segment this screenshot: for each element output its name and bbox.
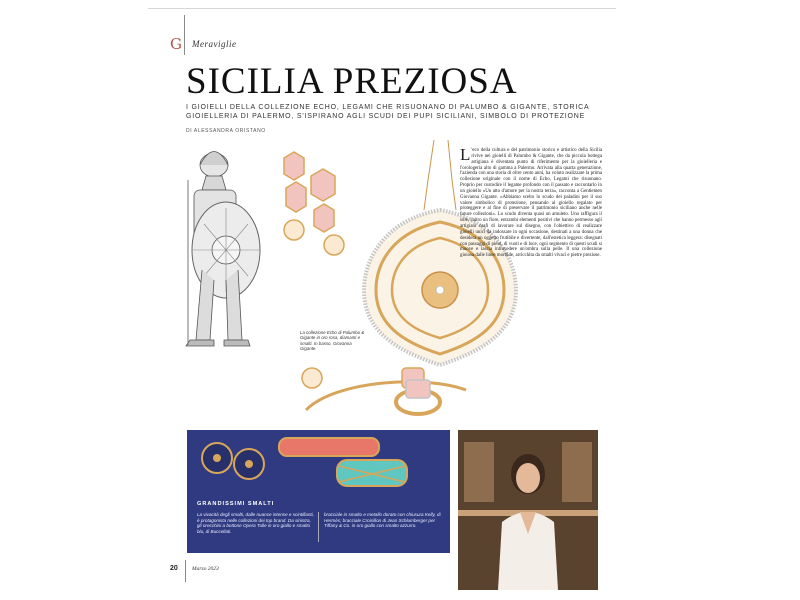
footer-rule xyxy=(185,560,186,582)
magazine-page xyxy=(148,5,616,595)
top-rule xyxy=(148,8,616,9)
blue-earrings-illustration xyxy=(202,443,264,479)
portrait-illustration xyxy=(458,430,598,590)
article-deck: I GIOIELLI DELLA COLLEZIONE ECHO, LEGAMI CHE RISUONANO DI PALUMBO & GIGANTE, STORICA GIOIELLERIA DI PALERMO, S'ISPIRANO AGLI SCUDI DEI PUPI SICILIANI, SIMBOLO DI PROTEZIONE xyxy=(186,104,590,120)
portrait-photo xyxy=(458,430,598,590)
sidebar-box-divider xyxy=(318,512,319,542)
sidebar-box xyxy=(187,430,450,553)
pink-earring-illustration xyxy=(284,152,344,255)
article-byline: DI ALESSANDRA ORISTANO xyxy=(186,128,266,134)
sidebar-box-right-text: bracciale in smalto e metallo dorato con chiusura Kelly, di Hermès; bracciale Croisillon di Jean Schlumberger per Tiffany & Co. in oro giallo con smalto azzurro. xyxy=(324,512,441,529)
enamel-jewelry-photo xyxy=(187,430,450,500)
article-body-text: 'eco della cultura e del patrimonio storico e artistico della Sicilia rivive nei gioielli di Palumbo & Gigante, che da piccola bottega artigiana è diventata punto di riferimento per la gioielleria e l'orologeria alto di gamma a Palermo. Arrivata alla quarta generazione, l'azienda con una storia di oltre cento anni, ha voluto realizzare la prima collezione originale con il nome di Echo, Legami che risuonano. Proprio per custodire il legame profondo con il passato e raccontarlo in un gioiello «Un atto d'amore per la nostra terra», racconta a Gentlemen Giovanna Gigante. «Abbiamo scelto lo scudo dei paladini per il suo valore simbolico di protezione, pensando al gioiello regalato per proteggere e al fine di preservare il patrimonio siciliano anche nelle future collezioni». Lo scudo diventa quasi un amuleto. Uno raffigura il sole, l'altro un fiore, entrambi elementi positivi che hanno permesso agli artigiani orafi di lavorare sul disegno, con l'obiettivo di realizzare gioielli unici da indossare in ogni occasione, destinati a una donna che desidera un oggetto frutibile e divertente, dall'estetica leggera: disegnati con passaggi di pieni, di vuoti e di luce, ogni segmento di questi scudi si muove e lascia intravedere un'ombra sulla pelle. Il una collezione gioiosa dalle linee morbide, arricchita da smalti vivaci e pietre preziose. xyxy=(460,148,602,259)
enamel-bracelets-illustration xyxy=(279,438,407,486)
section-name: Meraviglie xyxy=(192,39,237,49)
necklace-chain xyxy=(424,140,456,210)
puppet-knight-illustration xyxy=(186,152,260,347)
sidebar-box-title: GRANDISSIMI SMALTI xyxy=(197,501,275,507)
sidebar-box-left-text: La vivacità degli smalti, dalle nuance intense e scintillanti, è protagonista nelle collezioni dei top brand. Da sinistra, gli orecchini a bottone Opera Tulle in oro giallo e smalto blu, di Buccellati. xyxy=(197,512,314,534)
article-body xyxy=(460,145,602,259)
section-rule xyxy=(184,15,185,55)
section-letter: G xyxy=(170,35,182,53)
article-title: SICILIA PREZIOSA xyxy=(186,61,518,102)
image-caption: La collezione Echo di Palumbo & Gigante in oro rosa, diamanti e smalti. In basso, Giovanna Gigante. xyxy=(300,330,365,351)
page-number: 20 xyxy=(170,565,178,572)
issue-date: Marzo 2023 xyxy=(192,566,219,572)
drop-cap: L xyxy=(460,145,471,164)
